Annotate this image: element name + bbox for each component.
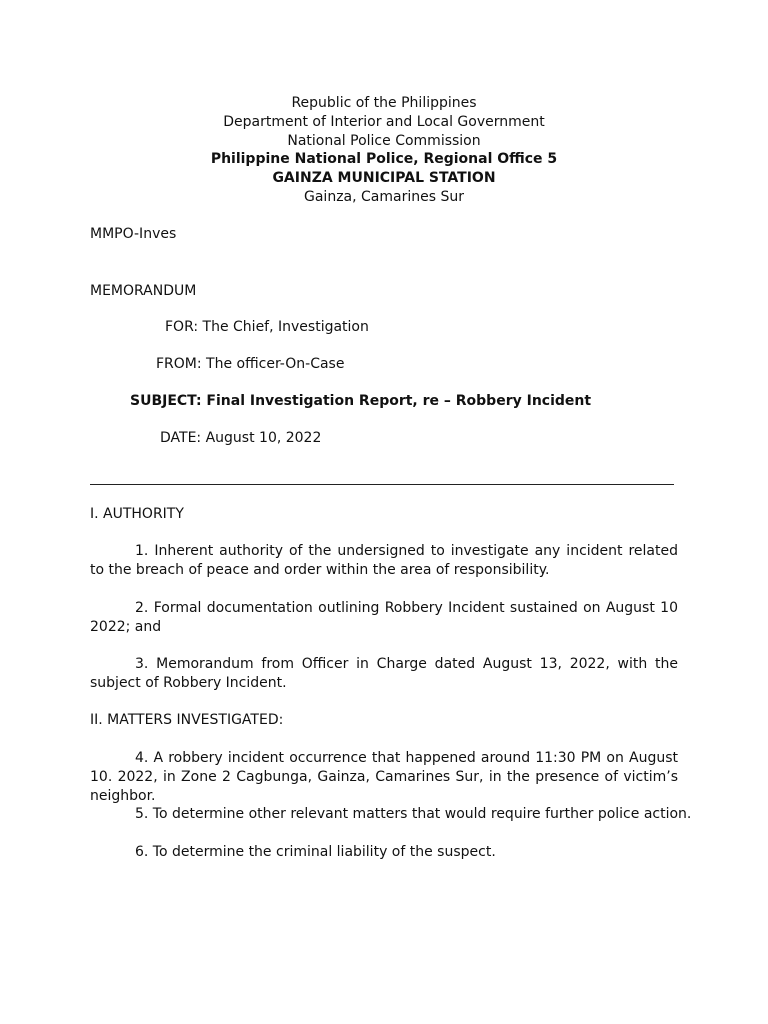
reference-code: MMPO-Inves [90,226,177,242]
header-pnp-office: Philippine National Police, Regional Office 5 [210,151,558,167]
matters-item-5: 5. To determine other relevant matters that would require further police action. [135,806,692,822]
header-department: Department of Interior and Local Government [223,114,545,130]
memo-date: DATE: August 10, 2022 [160,430,322,446]
section-matters-heading: II. MATTERS INVESTIGATED: [90,712,284,728]
header-location: Gainza, Camarines Sur [304,189,464,205]
header-commission: National Police Commission [287,133,481,149]
memo-from: FROM: The officer-On-Case [156,356,345,372]
memorandum-title: MEMORANDUM [90,283,197,299]
memo-for: FOR: The Chief, Investigation [165,319,369,335]
authority-item-1: 1. Inherent authority of the undersigned to investigate any incident related to the breach of peace and order within the area of responsibility. [90,543,678,578]
header-station: GAINZA MUNICIPAL STATION [272,170,496,186]
header-republic: Republic of the Philippines [291,95,477,111]
section-authority-heading: I. AUTHORITY [90,506,184,522]
authority-item-2: 2. Formal documentation outlining Robbery Incident sustained on August 10 2022; and [90,600,678,635]
matters-item-4: 4. A robbery incident occurrence that happened around 11:30 PM on August 10. 2022, in Zone 2 Cagbunga, Gainza, Camarines Sur, in the presence of victim’s neighbor. [90,750,678,804]
matters-item-6: 6. To determine the criminal liability of the suspect. [135,844,496,860]
separator-line [90,484,674,485]
authority-item-3: 3. Memorandum from Officer in Charge dated August 13, 2022, with the subject of Robbery Incident. [90,656,678,691]
memo-subject: SUBJECT: Final Investigation Report, re – Robbery Incident [130,393,592,409]
